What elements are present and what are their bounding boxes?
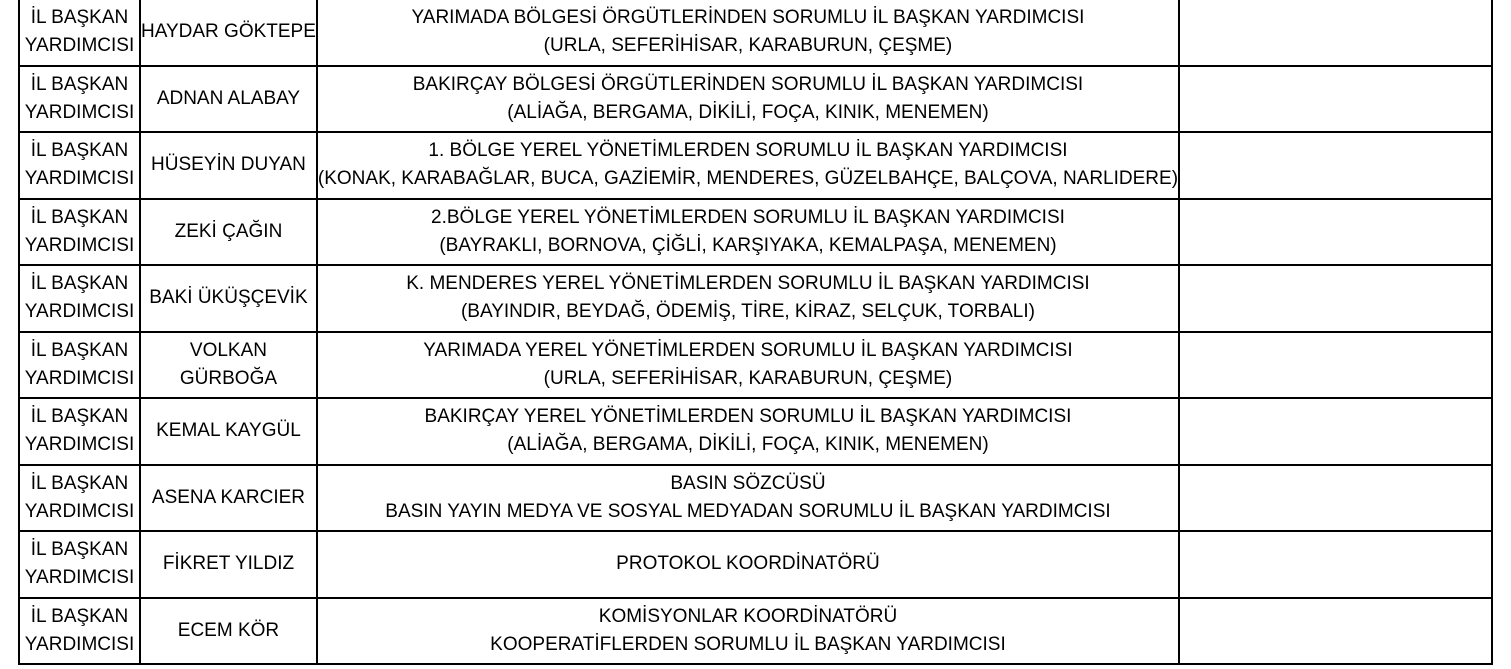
title-line-2: YARDIMCISI — [24, 367, 135, 389]
duty-line-2: BASIN YAYIN MEDYA VE SOSYAL MEDYADAN SORUMLU İL BAŞKAN YARDIMCISI — [385, 500, 1111, 522]
duty-line-1: K. MENDERES YEREL YÖNETİMLERDEN SORUMLU İL BAŞKAN YARDIMCISI — [406, 273, 1090, 295]
duty-cell — [317, 531, 1179, 598]
person-name: BAKİ ÜKÜŞÇEVİK — [149, 287, 308, 309]
name-cell — [140, 531, 317, 598]
person-name: FİKRET YILDIZ — [162, 553, 295, 575]
duty-line-1: KOMİSYONLAR KOORDİNATÖRÜ — [598, 605, 898, 627]
title-line-1: İL BAŞKAN — [30, 406, 129, 428]
title-line-2: YARDIMCISI — [24, 101, 135, 123]
duty-line-2: (ALİAĞA, BERGAMA, DİKİLİ, FOÇA, KINIK, MENEMEN) — [507, 434, 989, 456]
duty-line-1: 1. BÖLGE YEREL YÖNETİMLERDEN SORUMLU İL BAŞKAN YARDIMCISI — [428, 140, 1068, 162]
duty-cell — [317, 598, 1179, 665]
person-name: ASENA KARCIER — [151, 486, 305, 508]
title-cell — [19, 465, 140, 532]
table-row — [19, 66, 1492, 133]
person-name: ZEKİ ÇAĞIN — [174, 220, 283, 242]
duty-line-2: (URLA, SEFERİHİSAR, KARABURUN, ÇEŞME) — [543, 35, 953, 57]
person-name: ECEM KÖR — [177, 619, 280, 641]
person-name: KEMAL KAYGÜL — [156, 420, 301, 442]
title-line-1: İL BAŞKAN — [30, 73, 129, 95]
empty-cell — [1179, 398, 1492, 465]
name-cell — [140, 132, 317, 199]
person-name-line-2: GÜRBOĞA — [179, 367, 278, 389]
title-line-2: YARDIMCISI — [24, 234, 135, 256]
name-cell — [140, 598, 317, 665]
title-line-1: İL BAŞKAN — [30, 140, 129, 162]
empty-cell — [1179, 332, 1492, 399]
title-cell — [19, 0, 140, 66]
table-row — [19, 132, 1492, 199]
title-cell — [19, 132, 140, 199]
table-row — [19, 332, 1492, 399]
person-name: ADNAN ALABAY — [156, 87, 301, 109]
empty-cell — [1179, 598, 1492, 665]
table-row — [19, 465, 1492, 532]
title-line-1: İL BAŞKAN — [30, 273, 129, 295]
duty-cell — [317, 132, 1179, 199]
title-line-2: YARDIMCISI — [24, 434, 135, 456]
duty-cell — [317, 66, 1179, 133]
empty-cell — [1179, 465, 1492, 532]
title-line-1: İL BAŞKAN — [30, 605, 129, 627]
name-cell — [140, 0, 317, 66]
title-line-2: YARDIMCISI — [24, 35, 135, 57]
duty-line-1: YARIMADA YEREL YÖNETİMLERDEN SORUMLU İL BAŞKAN YARDIMCISI — [423, 339, 1073, 361]
table-row — [19, 531, 1492, 598]
title-cell — [19, 598, 140, 665]
title-cell — [19, 265, 140, 332]
title-cell — [19, 332, 140, 399]
title-line-1: İL BAŞKAN — [30, 339, 129, 361]
empty-cell — [1179, 199, 1492, 266]
person-name: HÜSEYİN DUYAN — [151, 154, 306, 176]
title-line-2: YARDIMCISI — [24, 168, 135, 190]
empty-cell — [1179, 66, 1492, 133]
duty-cell — [317, 332, 1179, 399]
officials-table — [18, 0, 1493, 665]
title-cell — [19, 66, 140, 133]
title-line-2: YARDIMCISI — [24, 633, 135, 655]
duty-line-1: YARIMADA BÖLGESİ ÖRGÜTLERİNDEN SORUMLU İL BAŞKAN YARDIMCISI — [411, 7, 1085, 29]
title-cell — [19, 199, 140, 266]
title-line-1: İL BAŞKAN — [30, 472, 129, 494]
title-line-2: YARDIMCISI — [24, 301, 135, 323]
table-row — [19, 265, 1492, 332]
name-cell — [140, 265, 317, 332]
duty-line-1: BAKIRÇAY YEREL YÖNETİMLERDEN SORUMLU İL BAŞKAN YARDIMCISI — [424, 406, 1072, 428]
duty-line-2: (URLA, SEFERİHİSAR, KARABURUN, ÇEŞME) — [543, 367, 953, 389]
empty-cell — [1179, 265, 1492, 332]
duty-cell — [317, 199, 1179, 266]
title-line-1: İL BAŞKAN — [30, 539, 129, 561]
name-cell — [140, 465, 317, 532]
title-line-2: YARDIMCISI — [24, 500, 135, 522]
duty-line-2: (KONAK, KARABAĞLAR, BUCA, GAZİEMİR, MENDERES, GÜZELBAHÇE, BALÇOVA, NARLIDERE) — [317, 168, 1179, 190]
person-name: HAYDAR GÖKTEPE — [141, 21, 316, 43]
duty-cell — [317, 265, 1179, 332]
empty-cell — [1179, 0, 1492, 66]
duty-cell — [317, 465, 1179, 532]
title-line-1: İL BAŞKAN — [30, 206, 129, 228]
table-row — [19, 598, 1492, 665]
name-cell — [140, 66, 317, 133]
duty-line-2: KOOPERATİFLERDEN SORUMLU İL BAŞKAN YARDIMCISI — [490, 633, 1006, 655]
duty-line-2: (ALİAĞA, BERGAMA, DİKİLİ, FOÇA, KINIK, MENEMEN) — [507, 101, 989, 123]
table-row — [19, 398, 1492, 465]
person-name-line-1: VOLKAN — [189, 339, 267, 361]
title-cell — [19, 531, 140, 598]
duty-line-1: BAKIRÇAY BÖLGESİ ÖRGÜTLERİNDEN SORUMLU İL BAŞKAN YARDIMCISI — [412, 73, 1084, 95]
empty-cell — [1179, 132, 1492, 199]
empty-cell — [1179, 531, 1492, 598]
title-line-1: İL BAŞKAN — [30, 7, 129, 29]
name-cell — [140, 199, 317, 266]
title-line-2: YARDIMCISI — [24, 567, 135, 589]
duty-line-1: BASIN SÖZCÜSÜ — [670, 472, 826, 494]
name-cell — [140, 398, 317, 465]
table-row — [19, 0, 1492, 66]
table-row — [19, 199, 1492, 266]
name-cell — [140, 332, 317, 399]
duty-cell — [317, 398, 1179, 465]
duty-line-2: (BAYRAKLI, BORNOVA, ÇİĞLİ, KARŞIYAKA, KEMALPAŞA, MENEMEN) — [439, 234, 1057, 256]
duty-line-1: PROTOKOL KOORDİNATÖRÜ — [616, 553, 880, 575]
title-cell — [19, 398, 140, 465]
duty-line-2: (BAYINDIR, BEYDAĞ, ÖDEMİŞ, TİRE, KİRAZ, SELÇUK, TORBALI) — [460, 301, 1035, 323]
duty-cell — [317, 0, 1179, 66]
duty-line-1: 2.BÖLGE YEREL YÖNETİMLERDEN SORUMLU İL BAŞKAN YARDIMCISI — [431, 206, 1065, 228]
